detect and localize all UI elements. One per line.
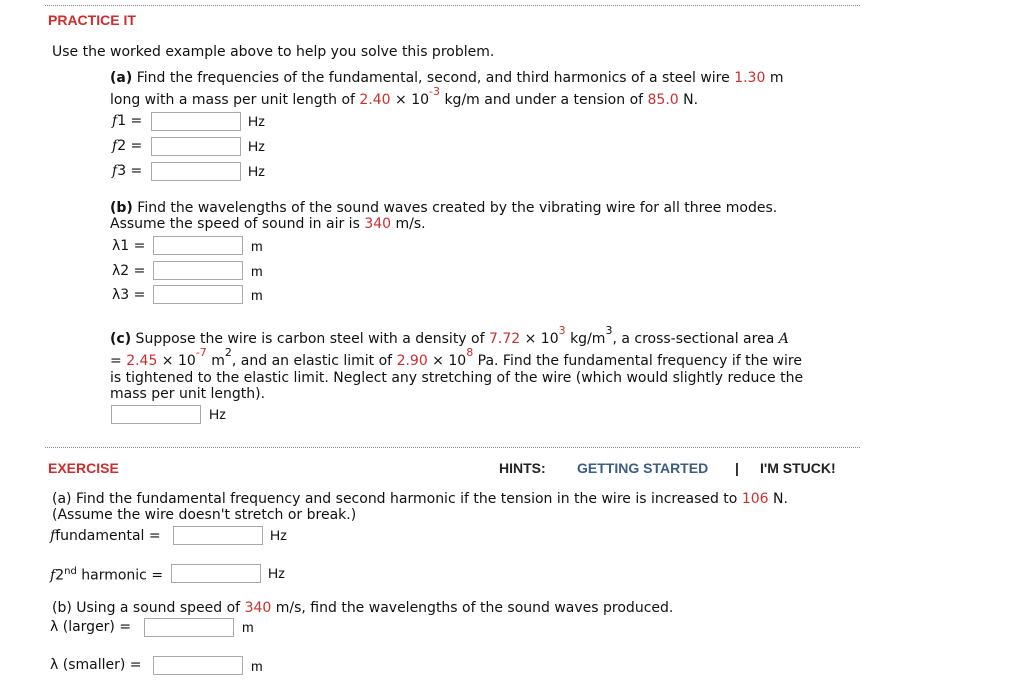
lambda2-input[interactable] xyxy=(153,261,243,280)
part-c-line4: mass per unit length). xyxy=(110,386,266,402)
length-unit: m xyxy=(765,70,784,86)
f2-unit: Hz xyxy=(248,138,266,154)
lambda-larger-label: λ (larger) = xyxy=(50,619,132,635)
sound-speed: 340 xyxy=(364,216,392,232)
lambda2-label: λ2 = xyxy=(112,263,146,279)
lambda3-unit: m xyxy=(251,287,263,303)
hints-separator: | xyxy=(735,460,739,476)
part-b-text1: Find the wavelengths of the sound waves created by the vibrating wire for all three modes. xyxy=(132,200,778,216)
f-fundamental-input[interactable] xyxy=(173,526,263,545)
practice-intro: Use the worked example above to help you solve this problem. xyxy=(52,44,495,60)
lambda3-label: λ3 = xyxy=(112,287,146,303)
part-b-text2: Assume the speed of sound in air is xyxy=(110,216,365,232)
wire-length: 1.30 xyxy=(734,70,766,86)
part-a-line2 xyxy=(110,85,699,108)
f1-input[interactable] xyxy=(151,112,241,131)
area-unit: m xyxy=(206,353,225,369)
f2-input[interactable] xyxy=(151,137,241,156)
mass-per-length: 2.40 xyxy=(359,92,391,108)
f-second-harmonic-unit: Hz xyxy=(268,565,286,581)
part-c-text5: , and an elastic limit of xyxy=(231,353,397,369)
exercise-a-line2: (Assume the wire doesn't stretch or break.) xyxy=(52,507,357,523)
f3-unit: Hz xyxy=(248,163,266,179)
new-tension-value: 106 xyxy=(741,491,769,507)
area-eq: = xyxy=(110,353,127,369)
f2-label: f2 = xyxy=(112,138,143,154)
exercise-b-text1: (b) Using a sound speed of xyxy=(52,600,245,616)
density-value: 7.72 xyxy=(489,331,521,347)
exercise-sound-speed: 340 xyxy=(244,600,272,616)
part-c-line2 xyxy=(110,346,802,369)
mu-times: × 10 xyxy=(390,92,430,108)
part-a-text3: kg/m and under a tension of xyxy=(440,92,648,108)
area-times: × 10 xyxy=(157,353,196,369)
f-second-harmonic-input[interactable] xyxy=(171,564,261,583)
mu-exponent: -3 xyxy=(429,85,440,99)
fundamental-at-limit-unit: Hz xyxy=(209,406,227,422)
part-b-line2 xyxy=(110,216,426,232)
lambda-smaller-label: λ (smaller) = xyxy=(50,657,142,673)
part-c-text6: Pa. Find the fundamental frequency if the wire xyxy=(473,353,802,369)
part-c-line3: is tightened to the elastic limit. Neglect any stretching of the wire (which would slightly reduce the xyxy=(110,370,804,386)
exercise-a-text2: N. xyxy=(768,491,788,507)
f3-input[interactable] xyxy=(151,162,241,181)
part-c-label: (c) xyxy=(110,331,132,347)
lambda-smaller-input[interactable] xyxy=(153,656,243,675)
part-a-text2: long with a mass per unit length of xyxy=(110,92,360,108)
part-b-label: (b) xyxy=(110,200,133,216)
square-exponent: 2 xyxy=(224,346,232,360)
lambda-smaller-unit: m xyxy=(251,658,263,674)
hints-label: HINTS: xyxy=(499,460,546,476)
f1-label: f1 = xyxy=(112,113,143,129)
lambda3-input[interactable] xyxy=(153,285,243,304)
getting-started-link[interactable]: GETTING STARTED xyxy=(577,460,709,476)
im-stuck-link[interactable]: I'M STUCK! xyxy=(760,460,836,476)
part-a-label: (a) xyxy=(110,70,133,86)
f1-unit: Hz xyxy=(248,113,266,129)
part-b-text3: m/s. xyxy=(391,216,426,232)
density-exponent: 3 xyxy=(558,324,566,338)
density-unit: kg/m xyxy=(565,331,606,347)
lambda1-label: λ1 = xyxy=(112,238,146,254)
f3-label: f3 = xyxy=(112,163,143,179)
part-c-text3: , a cross-sectional area xyxy=(612,331,779,347)
limit-exponent: 8 xyxy=(466,346,474,360)
elastic-limit-value: 2.90 xyxy=(396,353,428,369)
exercise-a-text1: (a) Find the fundamental frequency and second harmonic if the tension in the wire is increased to xyxy=(52,491,742,507)
lambda-larger-unit: m xyxy=(242,619,254,635)
exercise-b-line1 xyxy=(52,600,673,616)
tension-value: 85.0 xyxy=(647,92,679,108)
area-value: 2.45 xyxy=(126,353,158,369)
part-c-text1: Suppose the wire is carbon steel with a density of xyxy=(131,331,489,347)
exercise-a-line1 xyxy=(52,491,788,507)
lambda1-unit: m xyxy=(251,238,263,254)
part-b-line1 xyxy=(110,200,777,216)
cube-exponent: 3 xyxy=(605,324,613,338)
lambda-larger-input[interactable] xyxy=(144,618,234,637)
f-second-harmonic-label: f2nd harmonic = xyxy=(50,566,164,584)
practice-heading: PRACTICE IT xyxy=(48,12,136,28)
exercise-b-text2: m/s, find the wavelengths of the sound waves produced. xyxy=(271,600,674,616)
lambda2-unit: m xyxy=(251,263,263,279)
density-times: × 10 xyxy=(520,331,559,347)
f-fundamental-unit: Hz xyxy=(270,527,288,543)
area-exponent: -7 xyxy=(195,346,207,360)
mid-separator xyxy=(45,447,860,448)
part-c-line1 xyxy=(110,324,789,347)
limit-times: × 10 xyxy=(427,353,467,369)
lambda1-input[interactable] xyxy=(153,236,243,255)
top-separator xyxy=(45,5,860,6)
part-a-text4: N. xyxy=(678,92,699,108)
f-fundamental-label: ffundamental = xyxy=(50,528,161,544)
part-a-text1: Find the frequencies of the fundamental, second, and third harmonics of a steel wire xyxy=(132,70,735,86)
exercise-heading: EXERCISE xyxy=(48,460,119,476)
fundamental-at-limit-input[interactable] xyxy=(111,405,201,424)
part-a-line1 xyxy=(110,70,783,86)
area-variable: A xyxy=(778,331,789,347)
